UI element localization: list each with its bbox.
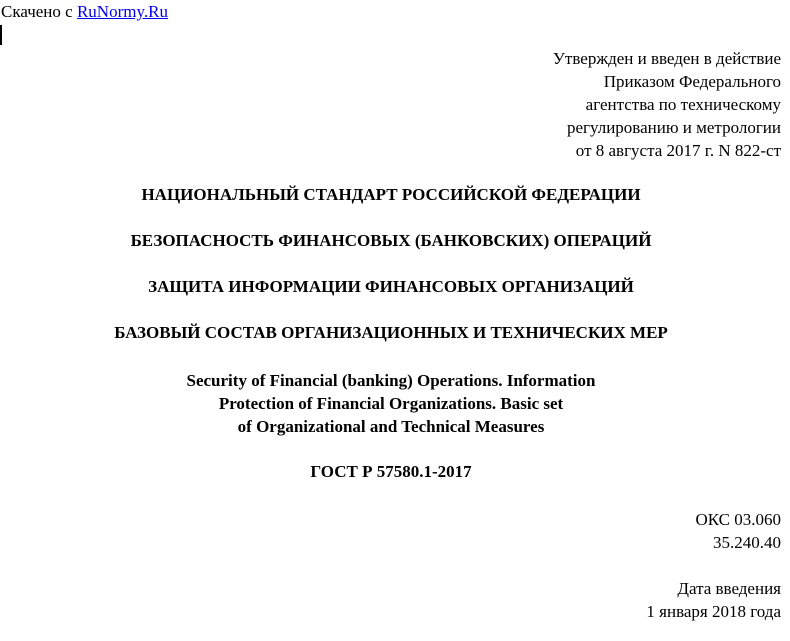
approval-block — [553, 47, 781, 162]
source-line — [1, 2, 168, 22]
oks-code-line: ОКС 03.060 — [695, 510, 781, 529]
oks-code-line: 35.240.40 — [713, 533, 781, 552]
approval-line: регулированию и метрологии — [566, 118, 781, 137]
introduction-date — [646, 577, 781, 623]
english-title — [0, 369, 782, 438]
approval-line: от 8 августа 2017 г. N 822-ст — [575, 141, 781, 160]
approval-line: агентства по техническому — [585, 95, 781, 114]
text-cursor — [0, 25, 2, 45]
approval-line: Приказом Федерального — [603, 72, 781, 91]
english-title-line: of Organizational and Technical Measures — [237, 417, 545, 436]
security-heading: БЕЗОПАСНОСТЬ ФИНАНСОВЫХ (БАНКОВСКИХ) ОПЕРАЦИЙ — [130, 231, 652, 250]
introduction-date-label: Дата введения — [677, 579, 781, 598]
english-title-line: Protection of Financial Organizations. Basic set — [218, 394, 564, 413]
protection-heading: ЗАЩИТА ИНФОРМАЦИИ ФИНАНСОВЫХ ОРГАНИЗАЦИЙ — [148, 277, 634, 296]
approval-line: Утвержден и введен в действие — [552, 49, 781, 68]
source-link[interactable]: RuNormy.Ru — [76, 2, 168, 21]
introduction-date-value: 1 января 2018 года — [646, 602, 781, 621]
national-standard-heading: НАЦИОНАЛЬНЫЙ СТАНДАРТ РОССИЙСКОЙ ФЕДЕРАЦИИ — [141, 185, 641, 204]
english-title-line: Security of Financial (banking) Operations. Information — [186, 371, 596, 390]
base-set-heading: БАЗОВЫЙ СОСТАВ ОРГАНИЗАЦИОННЫХ И ТЕХНИЧЕСКИХ МЕР — [114, 323, 668, 342]
source-prefix: Скачено с — [1, 2, 77, 21]
oks-codes — [695, 508, 781, 554]
gost-number: ГОСТ Р 57580.1-2017 — [310, 462, 472, 481]
